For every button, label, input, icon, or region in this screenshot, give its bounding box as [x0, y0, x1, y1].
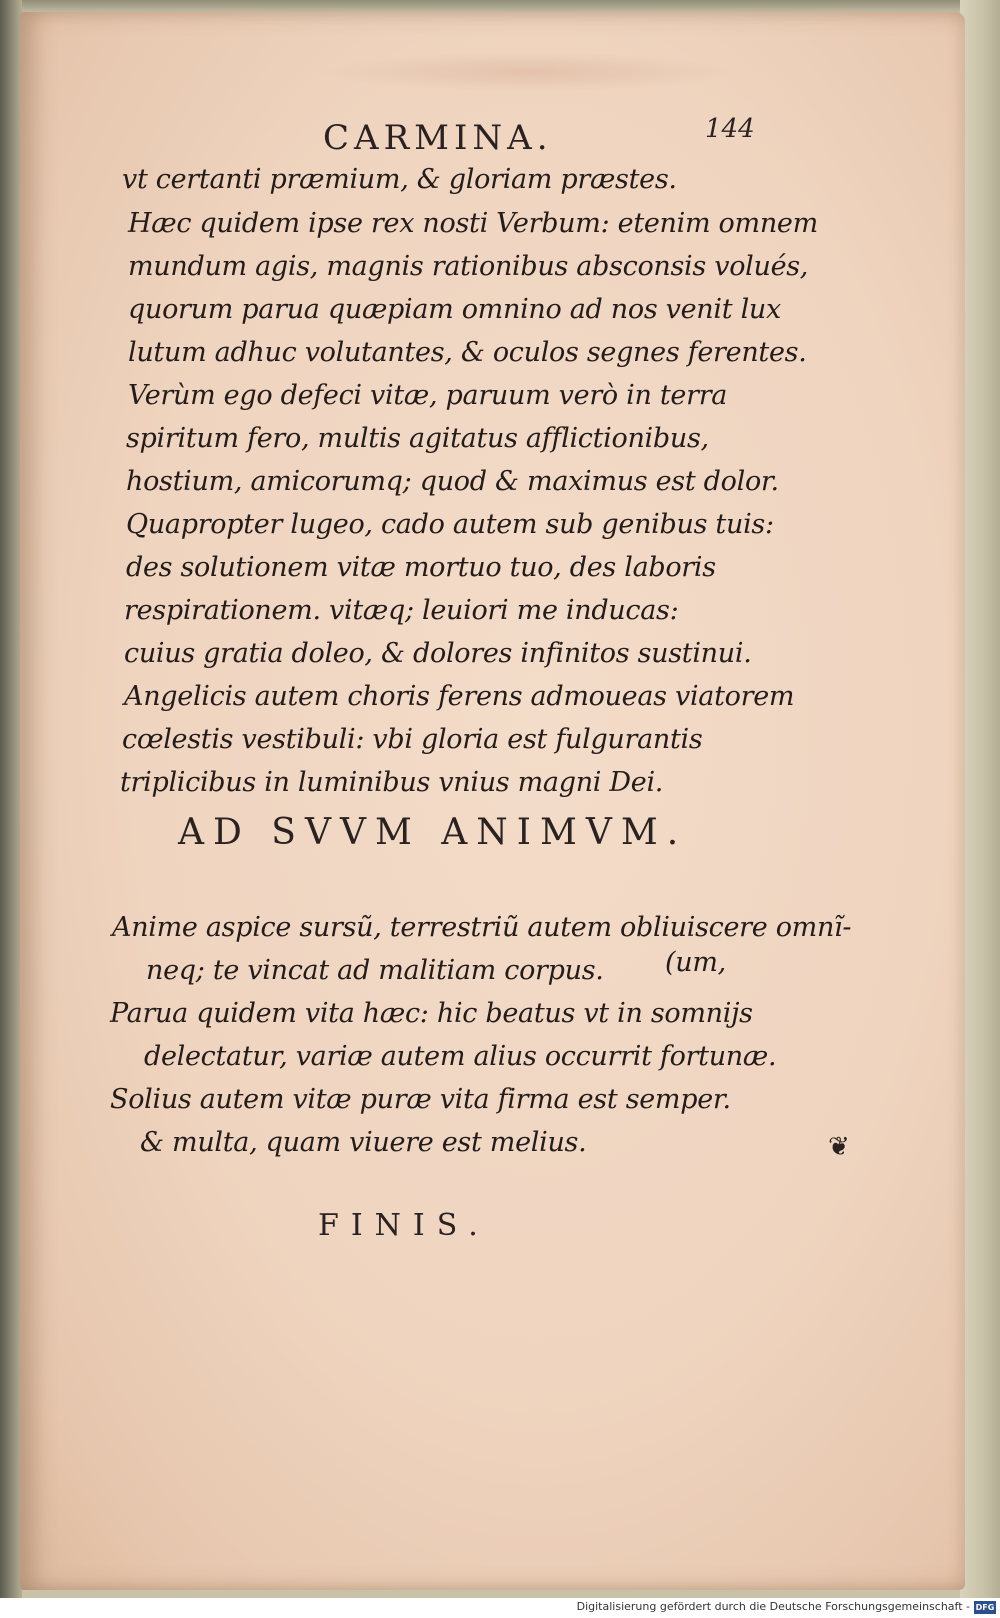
poem-line: cuius gratia doleo, & dolores infinitos sustinui.	[124, 638, 752, 669]
poem-line: mundum agis, magnis rationibus absconsis volués,	[128, 251, 809, 282]
poem-line: respirationem. vitæq; leuiori me inducas:	[124, 595, 679, 626]
poem-line: des solutionem vitæ mortuo tuo, des laboris	[126, 552, 716, 583]
poem-line: quorum parua quæpiam omnino ad nos venit lux	[128, 294, 781, 325]
poem-line: vt certanti præmium, & gloriam præstes.	[122, 164, 677, 195]
book-board-right	[960, 0, 1000, 1598]
poem-line: delectatur, variæ autem alius occurrit fortunæ.	[144, 1041, 777, 1072]
poem-line-turnover: (um,	[665, 947, 726, 978]
poem-line: spiritum fero, multis agitatus afflictionibus,	[126, 423, 709, 454]
finis-label: FINIS.	[318, 1208, 490, 1243]
poem-line: & multa, quam viuere est melius.	[140, 1127, 587, 1158]
running-title: CARMINA.	[323, 118, 553, 158]
poem-line: Solius autem vitæ puræ vita firma est semper.	[110, 1084, 731, 1115]
poem-line: cœlestis vestibuli: vbi gloria est fulgurantis	[122, 724, 703, 755]
page-number: 144	[705, 114, 755, 144]
poem-line: Anime aspice sursũ, terrestriũ autem obliuiscere omnĩ-	[112, 912, 852, 943]
section-title: AD SVVM ANIMVM.	[178, 812, 688, 853]
poem-line: lutum adhuc volutantes, & oculos segnes ferentes.	[128, 337, 807, 368]
poem-line: Quapropter lugeo, cado autem sub genibus tuis:	[126, 509, 774, 540]
book-binding-edge	[0, 0, 22, 1598]
book-page	[20, 12, 965, 1590]
leaf-ornament-icon: ❦	[828, 1132, 850, 1162]
poem-line: hostium, amicorumq; quod & maximus est dolor.	[126, 466, 779, 497]
poem-line: triplicibus in luminibus vnius magni Dei.	[120, 767, 664, 798]
dfg-logo: DFG	[975, 1603, 995, 1612]
footer-credit: Digitalisierung gefördert durch die Deutsche Forschungsgemeinschaft -	[576, 1600, 970, 1613]
page-header	[20, 112, 965, 162]
digitization-footer	[0, 1598, 1000, 1618]
page-stain	[320, 52, 740, 92]
poem-line: Hæc quidem ipse rex nosti Verbum: etenim omnem	[128, 208, 818, 239]
poem-line: Parua quidem vita hæc: hic beatus vt in somnijs	[110, 998, 753, 1029]
poem-line: Angelicis autem choris ferens admoueas viatorem	[124, 681, 795, 712]
poem-line: neq; te vincat ad malitiam corpus.	[146, 955, 604, 986]
poem-line: Verùm ego defeci vitæ, paruum verò in terra	[128, 380, 728, 411]
